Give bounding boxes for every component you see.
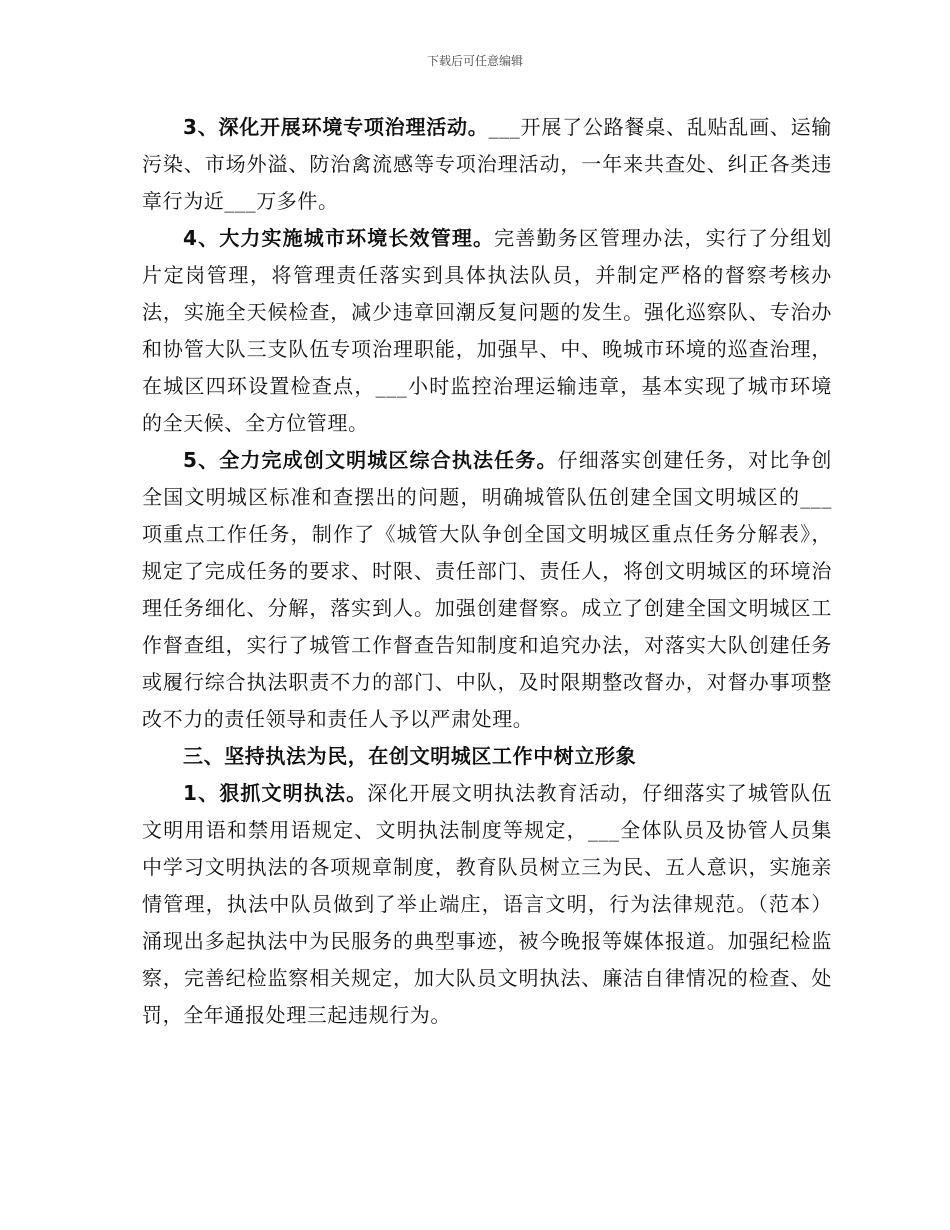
paragraph-text: 完善勤务区管理办法，实行了分组划片定岗管理，将管理责任落实到具体执法队员，并制定严格的督察考核办法，实施全天候检查，减少违章回潮反复问题的发生。强化巡察队、专治办和协管大队三支队伍专项治理职能，加强早、中、晚城市环境的巡查治理，在城区四环设置检查点，___小时监控治理运输违章，基本实现了城市环境的全天候、全方位管理。 xyxy=(142,226,832,435)
paragraph-heading: 3、深化开展环境专项治理活动。 xyxy=(183,115,489,139)
section-heading-3 xyxy=(142,738,832,775)
paragraph-text: 仔细落实创建任务，对比争创全国文明城区标准和查摆出的问题，明确城管队伍创建全国文明城区的___项重点工作任务，制作了《城管大队争创全国文明城区重点任务分解表》，规定了完成任务的要求、时限、责任部门、责任人，将创文明城区的环境治理任务细化、分解，落实到人。加强创建督察。成立了创建全国文明城区工作督查组，实行了城管工作督查告知制度和追究办法，对落实大队创建任务或履行综合执法职责不力的部门、中队，及时限期整改督办，对督办事项整改不力的责任领导和责任人予以严肃处理。 xyxy=(142,448,832,731)
page-header: 下载后可任意编辑 xyxy=(426,54,523,68)
paragraph-3 xyxy=(142,109,832,220)
paragraph-5 xyxy=(142,442,832,738)
paragraph-heading: 5、全力完成创文明城区综合执法任务。 xyxy=(183,448,558,472)
paragraph-4 xyxy=(142,220,832,442)
paragraph-text: ___开展了公路餐桌、乱贴乱画、运输污染、市场外溢、防治禽流感等专项治理活动，一年来共查处、纠正各类违章行为近___万多件。 xyxy=(142,115,832,213)
document-body xyxy=(142,109,832,1034)
paragraph-text: 深化开展文明执法教育活动，仔细落实了城管队伍文明用语和禁用语规定、文明执法制度等规定，___全体队员及协管人员集中学习文明执法的各项规章制度，教育队员树立三为民、五人意识，实施亲情管理，执法中队员做到了举止端庄，语言文明，行为法律规范。（范本）涌现出多起执法中为民服务的典型事迹，被今晚报等媒体报道。加强纪检监察，完善纪检监察相关规定，加大队员文明执法、廉洁自律情况的检查、处罚，全年通报处理三起违规行为。 xyxy=(142,781,832,1027)
paragraph-heading: 1、狠抓文明执法。 xyxy=(183,781,368,805)
section-heading-text: 三、坚持执法为民，在创文明城区工作中树立形象 xyxy=(183,744,637,768)
paragraph-1 xyxy=(142,775,832,1034)
paragraph-heading: 4、大力实施城市环境长效管理。 xyxy=(183,226,495,250)
